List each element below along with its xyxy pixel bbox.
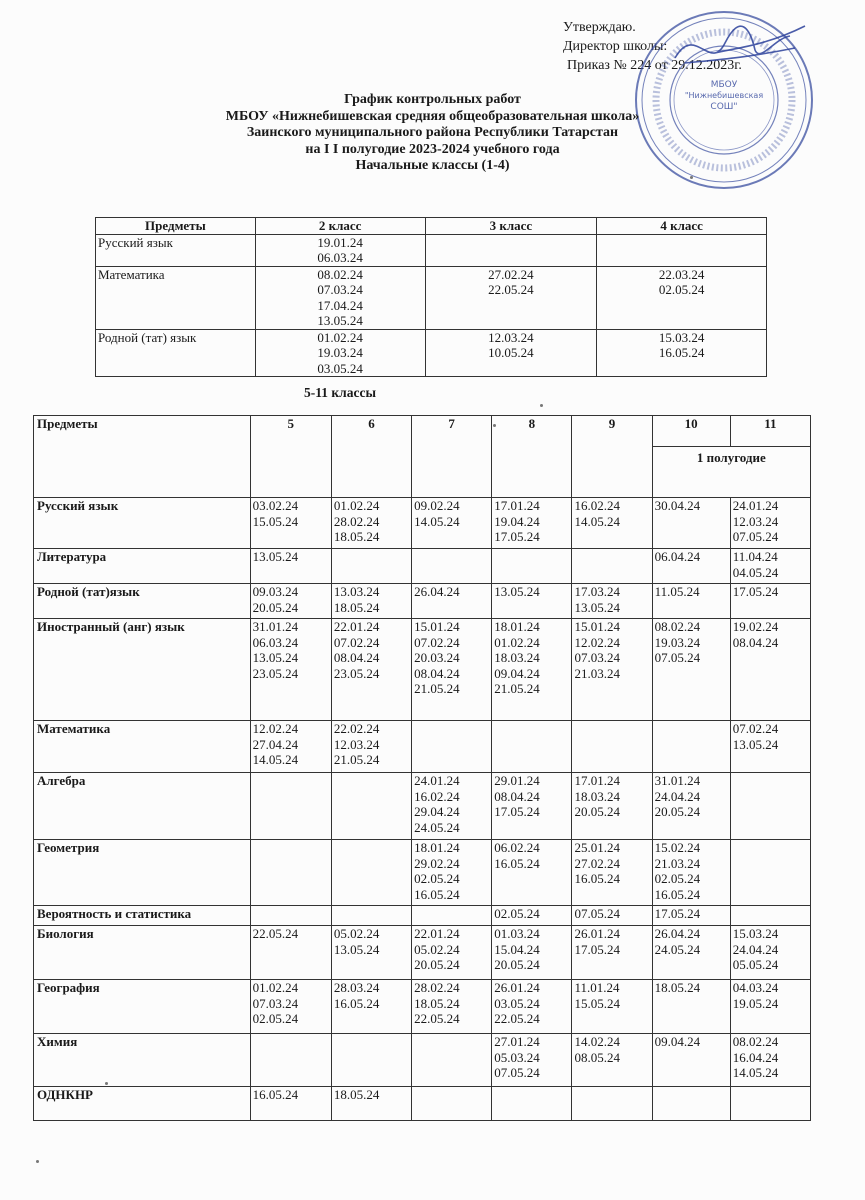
approve-text: Утверждаю. xyxy=(563,20,636,35)
secondary-dates-cell xyxy=(492,1087,572,1121)
title-line-1: График контрольных работ xyxy=(344,92,521,107)
primary-header-grade4: 4 класс xyxy=(597,218,767,235)
secondary-dates-cell: 09.04.24 xyxy=(652,1034,730,1087)
title-line-4: на I I полугодие 2023-2024 учебного года xyxy=(305,141,560,157)
primary-table-row xyxy=(96,234,767,266)
secondary-dates-cell: 16.05.24 xyxy=(250,1087,331,1121)
secondary-dates-cell: 14.02.24 08.05.24 xyxy=(572,1034,652,1087)
secondary-dates-cell: 01.02.24 07.03.24 02.05.24 xyxy=(250,980,331,1034)
secondary-dates-cell: 30.04.24 xyxy=(652,498,730,549)
secondary-classes-table xyxy=(33,415,811,1121)
secondary-table-row xyxy=(34,1087,811,1121)
semester-label: 1 полугодие xyxy=(652,447,810,498)
secondary-subject-cell: Биология xyxy=(34,926,251,980)
secondary-dates-cell xyxy=(412,1087,492,1121)
primary-dates-cell: 12.03.24 10.05.24 xyxy=(425,329,597,377)
primary-table-row xyxy=(96,266,767,329)
grade-header-6: 6 xyxy=(331,416,411,498)
secondary-dates-cell: 24.01.24 12.03.24 07.05.24 xyxy=(730,498,810,549)
primary-dates-cell: 22.03.24 02.05.24 xyxy=(597,266,767,329)
secondary-dates-cell: 28.02.24 18.05.24 22.05.24 xyxy=(412,980,492,1034)
document-title xyxy=(0,92,865,175)
secondary-table-row xyxy=(34,773,811,840)
secondary-dates-cell xyxy=(250,1034,331,1087)
secondary-dates-cell: 17.05.24 xyxy=(652,906,730,926)
secondary-subject-cell: Родной (тат)язык xyxy=(34,584,251,619)
secondary-dates-cell xyxy=(412,549,492,584)
secondary-table-row xyxy=(34,926,811,980)
secondary-table-row xyxy=(34,906,811,926)
secondary-heading: 5-11 классы xyxy=(304,385,377,400)
secondary-dates-cell: 28.03.24 16.05.24 xyxy=(331,980,411,1034)
secondary-header-row xyxy=(34,416,811,447)
primary-classes-table xyxy=(95,217,767,377)
secondary-dates-cell xyxy=(331,549,411,584)
secondary-dates-cell: 06.04.24 xyxy=(652,549,730,584)
secondary-table-row xyxy=(34,498,811,549)
secondary-dates-cell: 08.02.24 19.03.24 07.05.24 xyxy=(652,619,730,721)
secondary-dates-cell: 06.02.24 16.05.24 xyxy=(492,840,572,906)
primary-header-row xyxy=(96,218,767,235)
title-line-5: Начальные классы (1-4) xyxy=(355,158,510,173)
primary-subject-cell: Русский язык xyxy=(96,234,256,266)
scan-speck xyxy=(540,404,543,407)
secondary-dates-cell: 13.03.24 18.05.24 xyxy=(331,584,411,619)
secondary-dates-cell: 26.04.24 xyxy=(412,584,492,619)
secondary-dates-cell: 15.03.24 24.04.24 05.05.24 xyxy=(730,926,810,980)
secondary-dates-cell: 08.02.24 16.04.24 14.05.24 xyxy=(730,1034,810,1087)
secondary-dates-cell: 13.05.24 xyxy=(250,549,331,584)
grade-header-5: 5 xyxy=(250,416,331,498)
secondary-table-row xyxy=(34,980,811,1034)
secondary-header-subject: Предметы xyxy=(34,416,251,498)
secondary-subject-cell: Геометрия xyxy=(34,840,251,906)
secondary-dates-cell: 03.02.24 15.05.24 xyxy=(250,498,331,549)
secondary-dates-cell: 17.01.24 18.03.24 20.05.24 xyxy=(572,773,652,840)
secondary-dates-cell: 11.05.24 xyxy=(652,584,730,619)
secondary-dates-cell: 11.04.24 04.05.24 xyxy=(730,549,810,584)
secondary-dates-cell xyxy=(492,549,572,584)
secondary-subject-cell: Алгебра xyxy=(34,773,251,840)
secondary-dates-cell xyxy=(250,773,331,840)
director-signature xyxy=(655,18,810,80)
secondary-dates-cell: 04.03.24 19.05.24 xyxy=(730,980,810,1034)
secondary-dates-cell: 17.01.24 19.04.24 17.05.24 xyxy=(492,498,572,549)
director-text: Директор школы: xyxy=(563,39,668,54)
secondary-dates-cell: 24.01.24 16.02.24 29.04.24 24.05.24 xyxy=(412,773,492,840)
secondary-dates-cell xyxy=(250,840,331,906)
secondary-dates-cell: 15.01.24 07.02.24 20.03.24 08.04.24 21.05.24 xyxy=(412,619,492,721)
secondary-table-row xyxy=(34,840,811,906)
secondary-dates-cell: 09.03.24 20.05.24 xyxy=(250,584,331,619)
seal-line-1: МБОУ xyxy=(710,80,738,90)
primary-table-row xyxy=(96,329,767,377)
secondary-dates-cell xyxy=(331,906,411,926)
secondary-dates-cell: 26.01.24 03.05.24 22.05.24 xyxy=(492,980,572,1034)
primary-dates-cell: 27.02.24 22.05.24 xyxy=(425,266,597,329)
secondary-table-row xyxy=(34,721,811,773)
secondary-dates-cell xyxy=(331,1034,411,1087)
secondary-dates-cell: 18.05.24 xyxy=(652,980,730,1034)
secondary-dates-cell xyxy=(652,1087,730,1121)
primary-subject-cell: Математика xyxy=(96,266,256,329)
secondary-dates-cell xyxy=(730,773,810,840)
secondary-dates-cell: 17.05.24 xyxy=(730,584,810,619)
seal-line-2: "Нижнебишевская xyxy=(684,91,764,100)
primary-dates-cell xyxy=(425,234,597,266)
scan-speck xyxy=(690,176,693,179)
primary-dates-cell: 01.02.24 19.03.24 03.05.24 xyxy=(255,329,425,377)
secondary-dates-cell xyxy=(250,906,331,926)
secondary-dates-cell xyxy=(572,549,652,584)
primary-header-grade3: 3 класс xyxy=(425,218,597,235)
primary-dates-cell: 19.01.24 06.03.24 xyxy=(255,234,425,266)
secondary-dates-cell xyxy=(412,721,492,773)
secondary-dates-cell: 18.05.24 xyxy=(331,1087,411,1121)
primary-dates-cell: 08.02.24 07.03.24 17.04.24 13.05.24 xyxy=(255,266,425,329)
secondary-dates-cell xyxy=(572,721,652,773)
secondary-dates-cell: 07.02.24 13.05.24 xyxy=(730,721,810,773)
grade-header-10: 10 xyxy=(652,416,730,447)
primary-dates-cell xyxy=(597,234,767,266)
secondary-dates-cell: 05.02.24 13.05.24 xyxy=(331,926,411,980)
secondary-dates-cell xyxy=(730,906,810,926)
grade-header-11: 11 xyxy=(730,416,810,447)
secondary-dates-cell xyxy=(412,906,492,926)
secondary-dates-cell: 15.02.24 21.03.24 02.05.24 16.05.24 xyxy=(652,840,730,906)
secondary-dates-cell: 16.02.24 14.05.24 xyxy=(572,498,652,549)
secondary-dates-cell xyxy=(492,721,572,773)
secondary-dates-cell: 31.01.24 06.03.24 13.05.24 23.05.24 xyxy=(250,619,331,721)
secondary-dates-cell: 25.01.24 27.02.24 16.05.24 xyxy=(572,840,652,906)
primary-header-grade2: 2 класс xyxy=(255,218,425,235)
secondary-subject-cell: Иностранный (анг) язык xyxy=(34,619,251,721)
grade-header-7: 7 xyxy=(412,416,492,498)
secondary-dates-cell: 17.03.24 13.05.24 xyxy=(572,584,652,619)
secondary-dates-cell: 26.04.24 24.05.24 xyxy=(652,926,730,980)
secondary-dates-cell: 19.02.24 08.04.24 xyxy=(730,619,810,721)
secondary-dates-cell: 12.02.24 27.04.24 14.05.24 xyxy=(250,721,331,773)
secondary-dates-cell: 29.01.24 08.04.24 17.05.24 xyxy=(492,773,572,840)
secondary-dates-cell: 01.03.24 15.04.24 20.05.24 xyxy=(492,926,572,980)
secondary-dates-cell: 22.02.24 12.03.24 21.05.24 xyxy=(331,721,411,773)
order-text: Приказ № 224 от 29.12.2023г. xyxy=(567,58,742,73)
seal-line-3: СОШ" xyxy=(710,102,738,112)
secondary-dates-cell xyxy=(331,773,411,840)
secondary-dates-cell: 09.02.24 14.05.24 xyxy=(412,498,492,549)
primary-dates-cell: 15.03.24 16.05.24 xyxy=(597,329,767,377)
grade-header-9: 9 xyxy=(572,416,652,498)
secondary-table-row xyxy=(34,549,811,584)
scan-speck xyxy=(36,1160,39,1163)
secondary-subject-cell: ОДНКНР xyxy=(34,1087,251,1121)
scan-speck xyxy=(105,1082,108,1085)
secondary-dates-cell: 13.05.24 xyxy=(492,584,572,619)
secondary-dates-cell: 22.01.24 07.02.24 08.04.24 23.05.24 xyxy=(331,619,411,721)
grade-header-8: 8 xyxy=(492,416,572,498)
secondary-subject-cell: Литература xyxy=(34,549,251,584)
secondary-subject-cell: Русский язык xyxy=(34,498,251,549)
secondary-dates-cell xyxy=(652,721,730,773)
secondary-subject-cell: Химия xyxy=(34,1034,251,1087)
secondary-dates-cell: 07.05.24 xyxy=(572,906,652,926)
scan-speck xyxy=(493,424,496,427)
secondary-dates-cell xyxy=(412,1034,492,1087)
secondary-dates-cell: 22.05.24 xyxy=(250,926,331,980)
primary-header-subject: Предметы xyxy=(96,218,256,235)
secondary-dates-cell: 01.02.24 28.02.24 18.05.24 xyxy=(331,498,411,549)
secondary-subject-cell: Вероятность и статистика xyxy=(34,906,251,926)
secondary-dates-cell xyxy=(730,1087,810,1121)
secondary-dates-cell: 11.01.24 15.05.24 xyxy=(572,980,652,1034)
secondary-table-row xyxy=(34,584,811,619)
secondary-table-row xyxy=(34,619,811,721)
title-line-3: Заинского муниципального района Республики Татарстан xyxy=(246,125,619,140)
secondary-dates-cell: 26.01.24 17.05.24 xyxy=(572,926,652,980)
title-line-2: МБОУ «Нижнебишевская средняя общеобразовательная школа» xyxy=(225,108,640,124)
secondary-dates-cell: 22.01.24 05.02.24 20.05.24 xyxy=(412,926,492,980)
secondary-dates-cell xyxy=(331,840,411,906)
secondary-subject-cell: География xyxy=(34,980,251,1034)
secondary-dates-cell: 02.05.24 xyxy=(492,906,572,926)
secondary-dates-cell: 15.01.24 12.02.24 07.03.24 21.03.24 xyxy=(572,619,652,721)
secondary-subject-cell: Математика xyxy=(34,721,251,773)
secondary-dates-cell xyxy=(572,1087,652,1121)
secondary-dates-cell xyxy=(730,840,810,906)
primary-subject-cell: Родной (тат) язык xyxy=(96,329,256,377)
secondary-dates-cell: 31.01.24 24.04.24 20.05.24 xyxy=(652,773,730,840)
secondary-dates-cell: 18.01.24 29.02.24 02.05.24 16.05.24 xyxy=(412,840,492,906)
secondary-dates-cell: 27.01.24 05.03.24 07.05.24 xyxy=(492,1034,572,1087)
secondary-table-row xyxy=(34,1034,811,1087)
secondary-dates-cell: 18.01.24 01.02.24 18.03.24 09.04.24 21.05.24 xyxy=(492,619,572,721)
